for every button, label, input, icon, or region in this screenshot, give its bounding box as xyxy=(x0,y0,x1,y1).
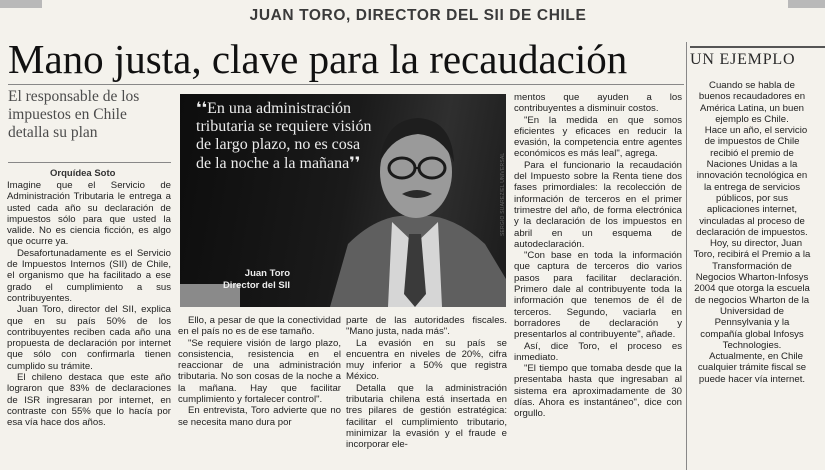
sidebar-paragraph: Actualmente, en Chile cualquier trámite fiscal se puede hacer vía internet. xyxy=(697,351,807,385)
paragraph: En entrevista, Toro advierte que no se necesita mano dura por xyxy=(178,405,341,428)
close-quote-mark: ❜❜ xyxy=(349,154,361,172)
deck: El responsable de los impuestos en Chile detalla su plan xyxy=(8,88,140,141)
paragraph: Para el funcionario la recaudación del Impuesto sobre la Renta tiene dos fases primordiales: la recolección de información de terceros en el primer trimestre del año, de forma electrónica y la declaración de los impuestos en abril en un esquema de autodeclaración. xyxy=(514,159,682,250)
pull-quote xyxy=(196,100,372,173)
article-column-1 xyxy=(7,180,171,467)
sidebar-paragraph: Hace un año, el servicio de impuestos de Chile recibió el premio de Naciones Unidas a la innovación tecnológica en la entrega de servicios públicos, por sus aplicaciones internet, vinculadas al proceso de declaración de impuestos. xyxy=(696,125,808,238)
headline: Mano justa, clave para la recaudación xyxy=(8,36,628,82)
paragraph: El chileno destaca que este año lograron que 83% de declaraciones de ISR ingresaran por internet, en contraste con 55% que lo hacía por esa vía hace dos años. xyxy=(7,372,171,429)
paragraph: Detalla que la administración tributaria chilena está insertada en tres pilares de gestión estratégica: facilitar el cumplimiento tributario, minimizar la evasión y el fraude e incorporar ele- xyxy=(346,382,507,451)
paragraph: mentos que ayuden a los contribuyentes a disminuir costos. xyxy=(514,92,682,115)
scan-edge-right xyxy=(788,0,825,8)
paragraph: Ello, a pesar de que la conectividad en el país no es de ese tamaño. xyxy=(178,315,341,338)
article-column-2 xyxy=(178,315,341,467)
article-column-3 xyxy=(346,315,507,467)
sidebar-divider xyxy=(686,42,687,470)
scan-edge-left xyxy=(0,0,42,8)
sidebar-paragraph: Cuando se habla de buenos recaudadores en América Latina, un buen ejemplo es Chile. xyxy=(698,80,806,125)
paragraph: parte de las autoridades fiscales. "Mano justa, nada más". xyxy=(346,315,507,338)
paragraph: Imagine que el Servicio de Administración Tributaria le entrega a usted cada año su declaración de impuestos sólo para que usted la valide. No es ciencia ficción, es algo que ocurre ya. xyxy=(7,180,171,248)
article-column-4 xyxy=(514,92,682,467)
paragraph: Juan Toro, director del SII, explica que en su país 50% de los contribuyentes reciben cada año una propuesta de declaración por internet que sólo con confirmarla tienen cumplido su trámite. xyxy=(7,304,171,372)
paragraph: "El tiempo que tomaba desde que la presentaba hasta que ingresaban al sistema era aproximadamente de 30 días. Ahora es instantáneo", dice con orgullo. xyxy=(514,363,682,420)
paragraph: "En la medida en que somos eficientes y eficaces en reducir la evasión, la competencia entre agentes económicos es más leal", agrega. xyxy=(514,114,682,160)
pull-quote-text: En una administración tributaria se requiere visión de largo plazo, no es cosa de la noche a la mañana xyxy=(196,100,372,172)
byline: Orquídea Soto xyxy=(50,168,116,179)
deck-rule xyxy=(8,162,171,163)
paragraph: Así, dice Toro, el proceso es inmediato. xyxy=(514,340,682,363)
top-rule xyxy=(8,84,684,85)
photo-credit: SERGIO SUAREZ/EL UNIVERSAL xyxy=(500,152,506,236)
paragraph: La evasión en su país se encuentra en niveles de 20%, cifra muy inferior a 50% que registra México. xyxy=(346,337,507,383)
open-quote-mark: ❛❛ xyxy=(196,100,208,117)
attribution-name: Juan Toro xyxy=(244,268,290,279)
paragraph: "Con base en toda la información que captura de terceros dio varios pasos para facilitar declaración. Primero dale al contribuyente toda la información que tenemos de él de terceros. Segundo, vaciarla en borradores de declaración y presentarlos al contribuyente", añade. xyxy=(514,250,682,341)
paragraph: "Se requiere visión de largo plazo, consistencia, resistencia en el reaccionar de una administración tributaria. No son cosas de la noche a la mañana. Hay que facilitar cumplimiento y fortalecer control". xyxy=(178,337,341,406)
paragraph: Desafortunadamente es el Servicio de Impuestos Internos (SII) de Chile, el organismo que ha facilitado a ese grado el cumplimiento a sus contribuyentes. xyxy=(7,247,171,304)
kicker: JUAN TORO, DIRECTOR DEL SII DE CHILE xyxy=(249,7,587,24)
sidebar-title: UN EJEMPLO xyxy=(690,51,796,68)
sidebar-box xyxy=(693,80,811,470)
sidebar-paragraph: Hoy, su director, Juan Toro, recibirá el Premio a la Transformación de Negocios Wharton-Infosys 2004 que otorga la escuela de negocios Wharton de la Universidad de Pennsylvania y la compañía global Infosys Technologies. xyxy=(693,238,811,351)
pull-quote-attribution xyxy=(194,268,290,291)
sidebar-top-rule xyxy=(690,46,825,48)
attribution-title: Director del SII xyxy=(222,279,290,291)
